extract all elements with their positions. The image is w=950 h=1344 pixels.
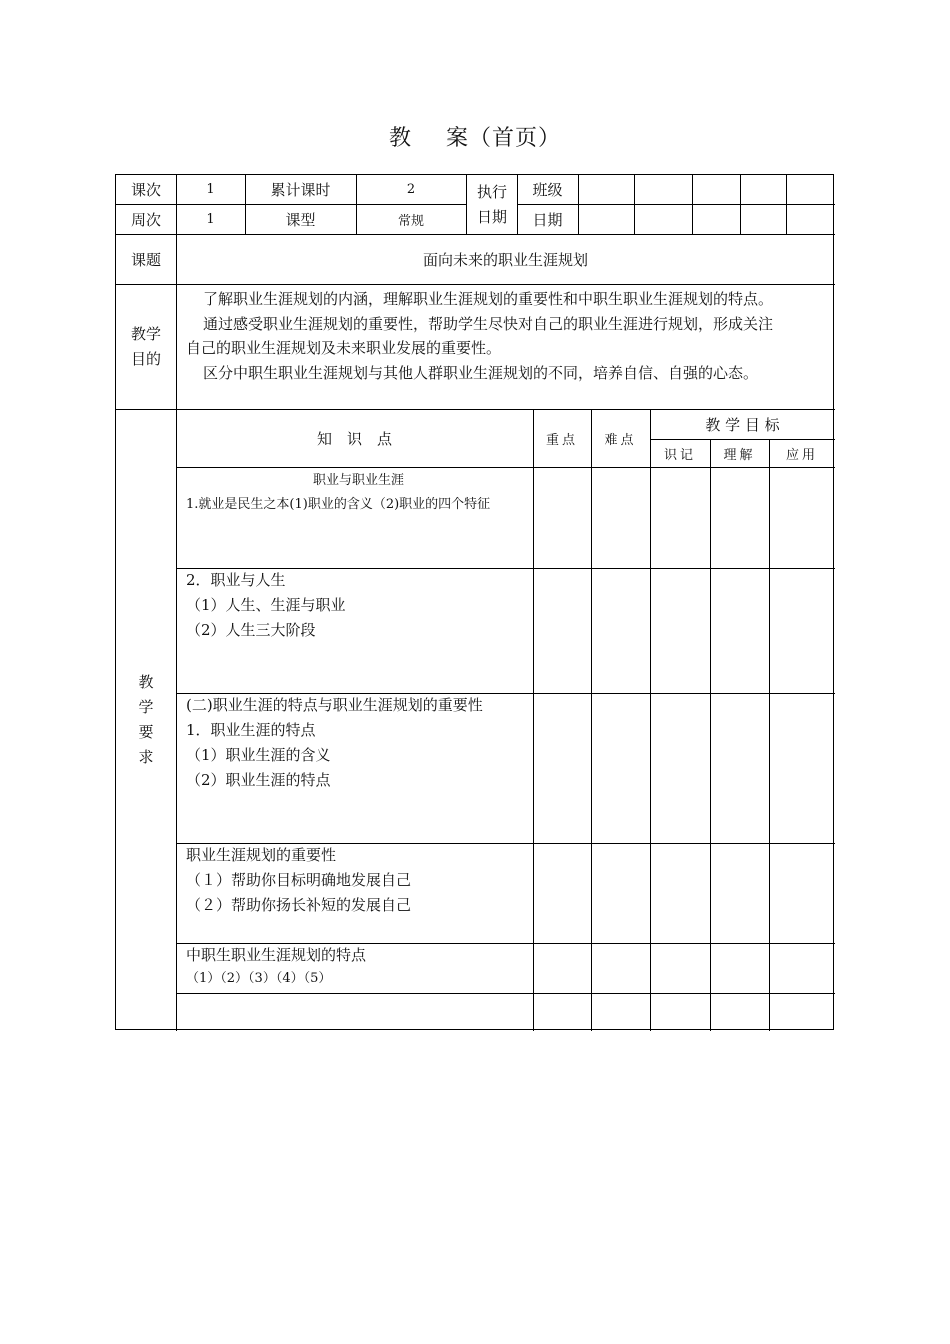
ke-ci-value: 1	[206, 182, 215, 197]
ri-qi-label: 日期	[532, 210, 563, 229]
knowledge-row-1	[186, 469, 531, 517]
header-apply: 应用	[785, 447, 818, 463]
header-remember: 识记	[663, 447, 696, 463]
header-difficult: 难点	[604, 432, 637, 448]
lei-ji-label: 累计课时	[270, 181, 331, 199]
requirements-label: 教学要求	[138, 673, 154, 766]
header-understand: 理解	[723, 447, 756, 463]
header-key: 重点	[545, 432, 578, 448]
knowledge-line: （2）人生三大阶段	[186, 621, 316, 639]
goal-line: 区分中职生职业生涯规划与其他人群职业生涯规划的不同，培养自信、自强的心态。	[203, 363, 759, 382]
title-main: 教	[388, 126, 412, 151]
knowledge-line: (二)职业生涯的特点与职业生涯规划的重要性	[186, 696, 483, 714]
knowledge-row-3	[186, 693, 483, 793]
goal-line: 了解职业生涯规划的内涵，理解职业生涯规划的重要性和中职生职业生涯规划的特点。	[203, 290, 774, 308]
zhou-ci-value: 1	[206, 211, 215, 227]
topic-value: 面向未来的职业生涯规划	[422, 250, 588, 269]
ban-ji-label: 班级	[532, 181, 563, 199]
knowledge-line: 1.就业是民生之本(1)职业的含义（2)职业的四个特征	[186, 497, 491, 512]
goal-line: 通过感受职业生涯规划的重要性，帮助学生尽快对自己的职业生涯进行规划，形成关注	[203, 314, 774, 333]
header-knowledge: 知 识 点	[316, 429, 392, 448]
knowledge-line: （1）人生、生涯与职业	[186, 596, 346, 614]
goals-label: 教学目的	[130, 324, 161, 368]
lesson-plan-table	[115, 174, 834, 1030]
ke-xing-label: 课型	[285, 210, 316, 229]
knowledge-line: 职业生涯规划的重要性	[186, 846, 337, 864]
knowledge-row-5	[186, 943, 366, 990]
page-title	[0, 121, 950, 152]
title-rest: 案（首页）	[446, 126, 562, 151]
ke-ci-label: 课次	[130, 181, 161, 199]
lei-ji-value: 2	[406, 182, 416, 197]
knowledge-line: （１）帮助你目标明确地发展自己	[186, 871, 412, 889]
zhi-xing-label: 执行日期	[476, 182, 507, 226]
knowledge-line: 2．职业与人生	[186, 571, 286, 589]
knowledge-line: （1）职业生涯的含义	[186, 746, 331, 764]
knowledge-row-4	[186, 843, 411, 918]
goals-text	[186, 287, 832, 385]
knowledge-line: （2）职业生涯的特点	[186, 771, 331, 789]
knowledge-line: 职业与职业生涯	[312, 473, 404, 488]
knowledge-line: 1．职业生涯的特点	[186, 721, 316, 739]
header-objective: 教 学 目 标	[705, 415, 780, 434]
knowledge-line: 中职生职业生涯规划的特点	[186, 946, 367, 964]
zhou-ci-label: 周次	[130, 210, 161, 229]
knowledge-line: （1）（2）（3）（4）（5）	[186, 971, 332, 986]
knowledge-row-2	[186, 568, 346, 643]
goal-line: 自己的职业生涯规划及未来职业发展的重要性。	[186, 339, 502, 357]
ke-xing-value: 常规	[397, 213, 424, 229]
topic-label: 课题	[130, 250, 161, 269]
knowledge-line: （２）帮助你扬长补短的发展自己	[186, 896, 412, 914]
